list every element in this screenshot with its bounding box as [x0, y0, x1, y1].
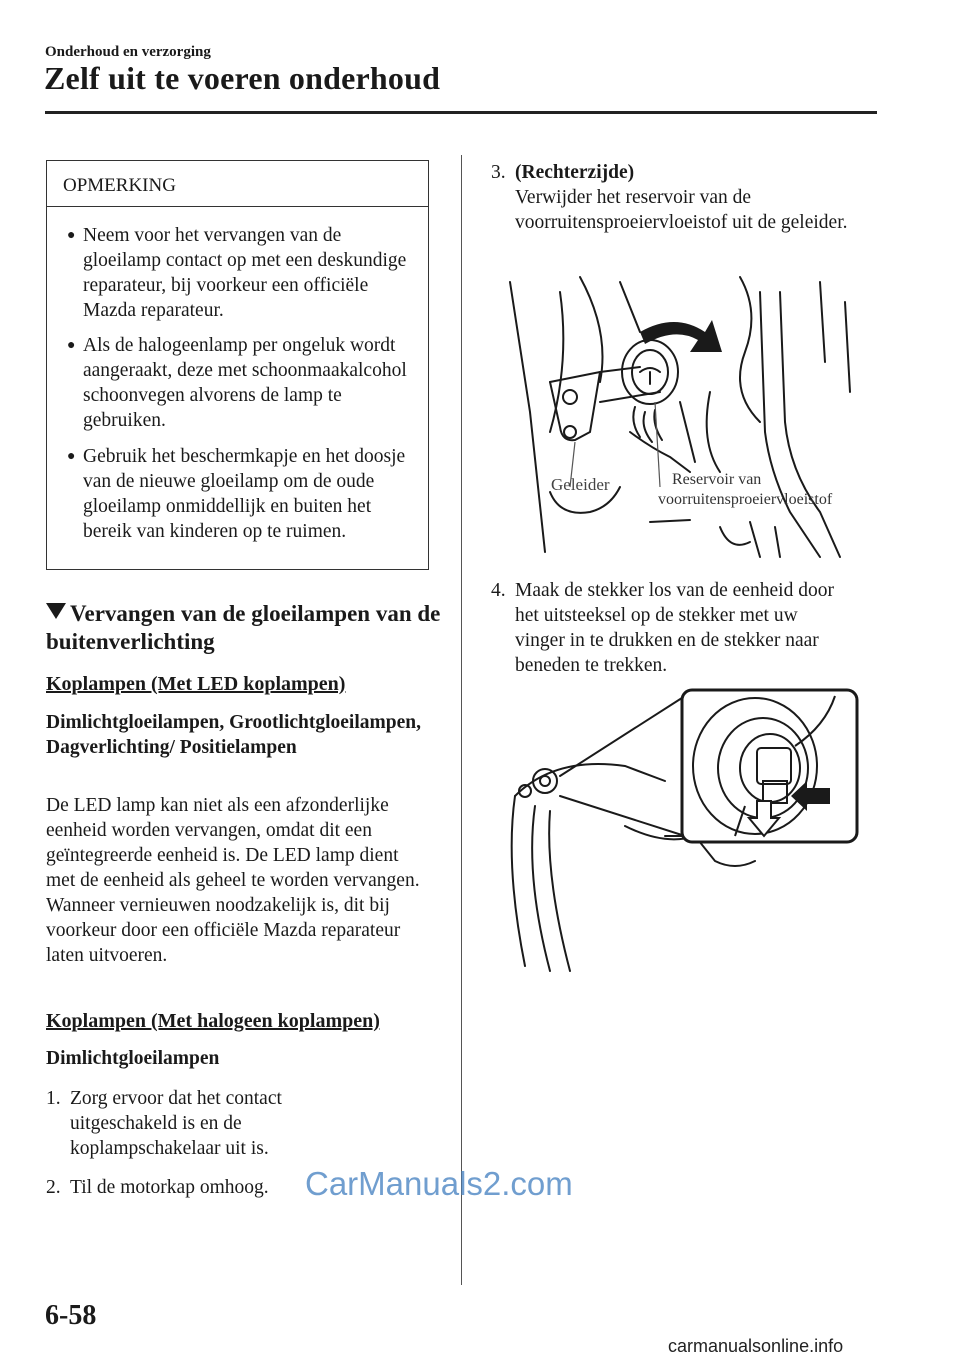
- bulb-types-led: Dimlichtgloeilampen, Grootlichtgloeilampen, Dagverlichting/ Positielampen: [46, 712, 421, 758]
- note-heading: OPMERKING: [47, 161, 428, 207]
- page-title: Zelf uit te voeren onderhoud: [44, 60, 441, 96]
- triangle-down-icon: [46, 603, 66, 619]
- headlamp-connector-figure: [495, 686, 865, 976]
- section-title: Onderhoud en verzorging: [45, 44, 211, 60]
- led-paragraph: De LED lamp kan niet als een afzonderlijke eenheid worden vervangen, omdat dit een geïntegreerde eenheid is. De LED lamp dient met de eenheid als geheel te worden vervangen. Wanneer vernieuwen noodzakelijk is, dit bij voorkeur door een officiële Mazda reparateur laten uitvoeren.: [46, 795, 420, 966]
- bullet-dot-icon: ●: [67, 338, 76, 353]
- note-bullet: ● Neem voor het vervangen van de gloeilamp contact op met een deskundige reparateur, bij voorkeur een officiële Mazda reparateur.: [67, 225, 407, 321]
- page-number: 6-58: [45, 1300, 97, 1331]
- watermark-carmanuals2: CarManuals2.com: [305, 1165, 573, 1202]
- bullet-dot-icon: ●: [67, 228, 76, 243]
- subheading-halogen: Koplampen (Met halogeen koplampen): [46, 1010, 380, 1032]
- watermark-carmanualsonline: carmanualsonline.info: [668, 1336, 844, 1356]
- header-rule: [45, 111, 877, 114]
- label-guide: Geleider: [551, 475, 610, 494]
- note-box: [46, 160, 429, 570]
- label-reservoir-1: Reservoir van: [672, 471, 762, 488]
- label-reservoir-2: voorruitensproeiervloeistof: [658, 491, 833, 508]
- note-bullet: ● Als de halogeenlamp per ongeluk wordt aangeraakt, deze met schoonmaakalcohol schoonvegen alvorens de lamp te gebruiken.: [67, 335, 407, 431]
- column-divider: [461, 155, 462, 1285]
- washer-reservoir-figure: [490, 272, 870, 562]
- step-item: 3. (Rechterzijde) Verwijder het reservoir van de voorruitensproeiervloeistof uit de geleider.: [491, 162, 848, 233]
- section-heading: Vervangen van de gloeilampen van de buitenverlichting: [46, 601, 441, 654]
- step-item: 2. Til de motorkap omhoog.: [46, 1177, 269, 1198]
- bullet-dot-icon: ●: [67, 449, 76, 464]
- subheading-led: Koplampen (Met LED koplampen): [46, 673, 346, 695]
- bulb-types-halogen: Dimlichtgloeilampen: [46, 1048, 220, 1069]
- note-bullet: ● Gebruik het beschermkapje en het doosje van de nieuwe gloeilamp om de oude gloeilamp onmiddellijk en buiten het bereik van kinderen op te ruimen.: [67, 446, 406, 542]
- step-item: 4. Maak de stekker los van de eenheid door het uitsteeksel op de stekker met uw vinger in te drukken en de stekker naar beneden te trekken.: [491, 580, 834, 676]
- step-item: 1. Zorg ervoor dat het contact uitgeschakeld is en de koplampschakelaar uit is.: [46, 1088, 282, 1159]
